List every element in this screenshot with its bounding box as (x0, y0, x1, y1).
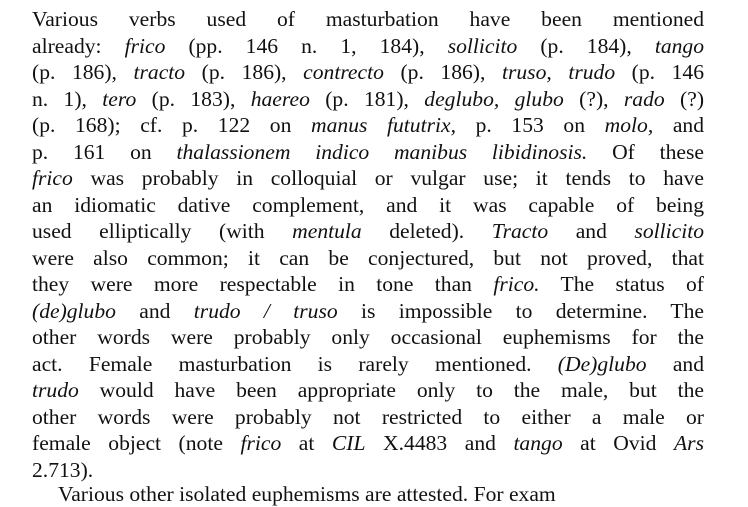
italic-term: trudo / truso (193, 298, 338, 323)
italic-term: mentula (292, 219, 362, 243)
text-line (32, 6, 704, 33)
text-line (32, 271, 704, 298)
italic-term: thalassionem indico manibus libidinosis. (176, 139, 588, 164)
text-run: other words were probably only occasional euphemisms for the (32, 325, 704, 349)
italic-term: frico (32, 166, 73, 190)
italic-term: frico (124, 33, 166, 58)
italic-term: contrecto (303, 60, 384, 84)
text-run: (p. 168); cf. p. 122 on (32, 113, 311, 137)
text-run: other words were probably not restricted to either a male or (32, 404, 704, 429)
text-run: (p. 183), (136, 86, 251, 111)
text-run: n. 1), (32, 86, 103, 111)
italic-term: frico. (493, 272, 540, 296)
text-run: (p. 186), (383, 60, 502, 84)
text-run: and (115, 298, 194, 323)
text-run: Of these (587, 139, 705, 164)
italic-term: tero (102, 86, 137, 111)
text-line (32, 139, 704, 166)
text-line (32, 298, 704, 325)
text-line (32, 165, 704, 192)
text-run: (p. 186), (185, 60, 304, 84)
text-run: at Ovid (562, 431, 674, 455)
text-run: (p. 184), (517, 33, 655, 58)
text-run: (?), (563, 86, 624, 111)
italic-term: rado (623, 86, 665, 111)
text-run: act. Female masturbation is rarely mentioned. (32, 351, 558, 376)
text-run: at (281, 431, 332, 455)
italic-term: deglubo, glubo (424, 86, 564, 111)
text-line (32, 324, 704, 351)
italic-term: trudo (32, 378, 79, 402)
italic-term: tango (654, 33, 705, 58)
text-run: deleted). (361, 219, 492, 243)
text-run: X.4483 and (365, 431, 514, 455)
text-line (32, 112, 704, 139)
text-run: and (548, 219, 635, 243)
text-run: 2.713). (32, 457, 94, 482)
text-run: is impossible to determine. The (337, 298, 704, 323)
italic-term: molo, (604, 113, 654, 137)
italic-term: haereo (250, 86, 310, 111)
text-line (32, 218, 704, 245)
text-run: already: (32, 33, 125, 58)
text-run: (p. 146 (615, 60, 705, 84)
italic-term: truso, trudo (501, 60, 616, 84)
italic-term: Ars (673, 431, 704, 455)
italic-term: (De)glubo (557, 351, 647, 376)
text-run: (p. 181), (309, 86, 425, 111)
italic-term: tango (513, 431, 563, 455)
italic-term: frico (240, 431, 282, 455)
text-line (32, 86, 704, 113)
italic-term: CIL (331, 431, 366, 455)
text-line (32, 457, 704, 484)
text-run: p. 153 on (455, 113, 605, 137)
text-run: they were more respectable in tone than (32, 272, 494, 296)
italic-term: Tracto (491, 219, 549, 243)
text-run: Various verbs used of masturbation have been mentioned (32, 7, 704, 31)
text-run: and (646, 351, 704, 376)
text-run: (p. 186), (32, 60, 134, 84)
text-line (32, 245, 704, 272)
text-run: were also common; it can be conjectured, but not proved, that (32, 245, 704, 270)
text-run: (pp. 146 n. 1, 184), (165, 33, 448, 58)
text-run: would have been appropriate only to the male, but the (78, 378, 704, 402)
italic-term: (de)glubo (32, 298, 116, 323)
text-run: female object (note (32, 431, 241, 455)
italic-term: sollicito (634, 219, 705, 243)
text-run: an idiomatic dative complement, and it was capable of being (32, 192, 704, 217)
text-run: The status of (539, 272, 704, 296)
text-run: and (653, 113, 705, 137)
text-line (32, 192, 704, 219)
text-line (32, 59, 704, 86)
text-run: p. 161 on (32, 139, 177, 164)
text-line (32, 404, 704, 431)
italic-term: sollicito (447, 33, 518, 58)
text-line (32, 377, 704, 404)
italic-term: tracto (133, 60, 186, 84)
text-run: was probably in colloquial or vulgar use; it tends to have (72, 166, 704, 190)
text-line (32, 33, 704, 60)
text-line (32, 351, 704, 378)
italic-term: manus fututrix, (311, 113, 456, 137)
text-run: (?) (664, 86, 705, 111)
document-paragraph (32, 6, 704, 483)
text-run: used elliptically (with (32, 219, 293, 243)
text-line (32, 430, 704, 457)
next-line-fragment: Various other isolated euphemisms are attested. For exam (58, 482, 556, 506)
